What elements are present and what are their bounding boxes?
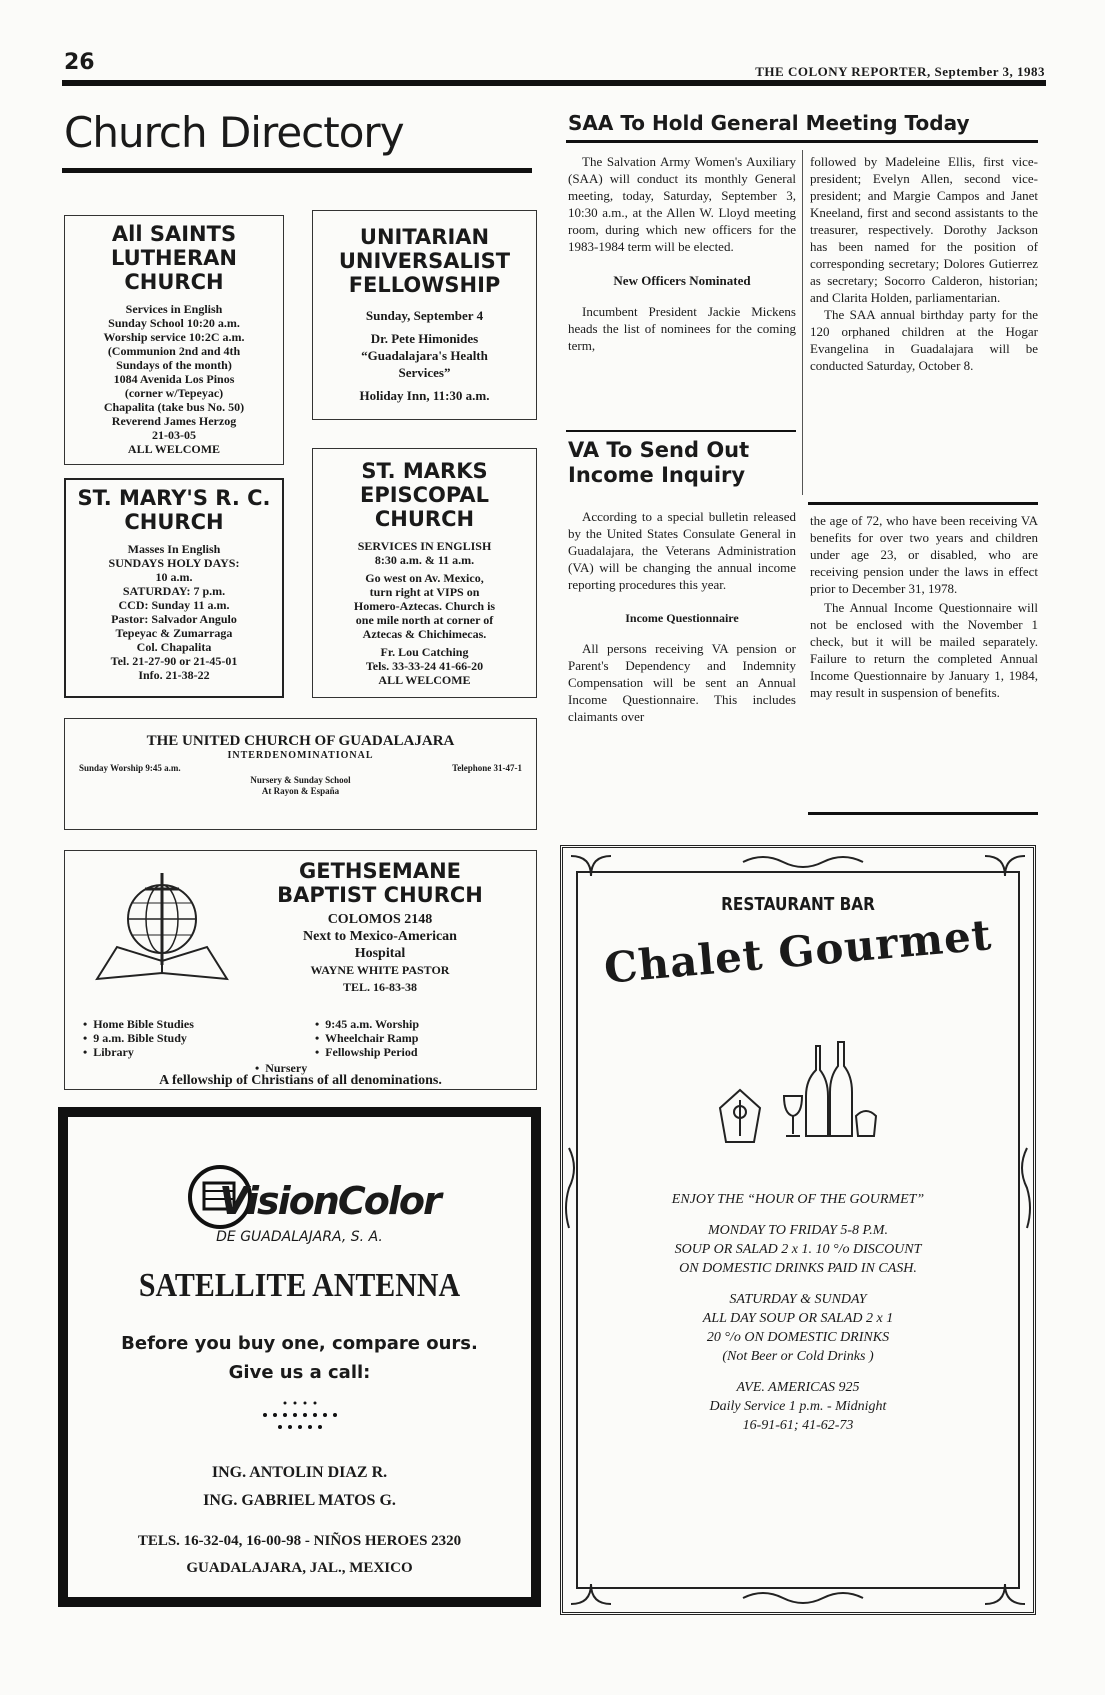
st-marks-line: SERVICES IN ENGLISH [357, 539, 492, 553]
st-marys-title-1: ST. MARY'S R. C. [77, 486, 271, 510]
chalet-line: SOUP OR SALAD 2 x 1. 10 °/o DISCOUNT [674, 1242, 922, 1257]
visioncolor-tag1: Before you buy one, compare ours. [121, 1333, 478, 1354]
all-saints-line: ALL WELCOME [127, 442, 221, 456]
chalet-line: 20 °/o ON DOMESTIC DRINKS [706, 1330, 890, 1345]
st-marys-line: 10 a.m. [155, 570, 193, 584]
saa-rule [566, 140, 1038, 143]
visioncolor-name: ING. ANTOLIN DIAZ R. [211, 1464, 388, 1481]
st-marys-line: Col. Chapalita [136, 640, 212, 654]
all-saints-title-3: CHURCH [124, 270, 224, 294]
st-marks-line: ALL WELCOME [378, 673, 471, 687]
visioncolor-name: ING. GABRIEL MATOS G. [203, 1492, 396, 1509]
all-saints-line: (Communion 2nd and 4th [107, 344, 241, 358]
va-headline [568, 438, 796, 488]
saa-headline: SAA To Hold General Meeting Today [568, 111, 970, 135]
va-col2-para2: The Annual Income Questionnaire will not be enclosed with the November 1 check, but it will be mailed separately. Failure to return the completed Annual Income Questionnaire by January 1, 1984, may result in suspension of benefits. [810, 600, 1038, 700]
va-col2-rule [808, 502, 1038, 505]
all-saints-line: (corner w/Tepeyac) [124, 386, 224, 400]
saa-column-rule [802, 150, 803, 495]
st-marks-title-3: CHURCH [374, 507, 475, 531]
visioncolor-headline: SATELLITE ANTENNA [138, 1267, 461, 1304]
united-sub: INTERDENOMINATIONAL [227, 750, 374, 761]
directory-rule [62, 168, 532, 173]
chalet-gourmet-ad [560, 845, 1036, 1615]
gethsemane-line: Hospital [354, 946, 406, 961]
visioncolor-city: GUADALAJARA, JAL., MEXICO [186, 1560, 413, 1576]
st-marks-line: Homero-Aztecas. Church is [353, 599, 496, 613]
va-col2 [810, 512, 1038, 701]
globe-bible-icon [87, 869, 237, 989]
chalet-line: MONDAY TO FRIDAY 5-8 P.M. [708, 1223, 888, 1238]
unitarian-line: Sunday, September 4 [365, 308, 484, 323]
unitarian-box [312, 210, 537, 420]
unitarian-title-3: FELLOWSHIP [348, 273, 501, 297]
visioncolor-tag2: Give us a call: [228, 1362, 371, 1383]
all-saints-line: Sundays of the month) [116, 358, 232, 372]
chalet-line: ALL DAY SOUP OR SALAD 2 x 1 [702, 1311, 894, 1326]
saa-col2 [810, 153, 1038, 374]
all-saints-box [64, 215, 284, 465]
gethsemane-bullet: • 9 a.m. Bible Study [83, 1031, 187, 1045]
visioncolor-logo: VisionColor [219, 1179, 440, 1223]
gethsemane-bullet: • 9:45 a.m. Worship [315, 1017, 419, 1031]
saa-col2-para: followed by Madeleine Ellis, first vice-president; Evelyn Allen, second vice-president; and Margie Campos and Janet Kneeland, first and second assistants to the treasurer, respectively. Dorothy Jackson has been named for the position of corresponding secretary; Dolores Gutierrez as secretary; Socorro Calderon, historian; and Clarita Holden, parliamentarian. [810, 154, 1038, 305]
directory-title: Church Directory [64, 108, 404, 157]
gethsemane-bullet: • Home Bible Studies [83, 1017, 194, 1031]
chalet-name: Chalet Gourmet [602, 910, 994, 993]
chalet-line: ENJOY THE “HOUR OF THE GOURMET” [671, 1192, 925, 1207]
top-rule [62, 80, 1046, 86]
all-saints-line: Services in English [125, 302, 223, 316]
chalet-line [563, 1366, 1033, 1378]
visioncolor-tels: TELS. 16-32-04, 16-00-98 - NIÑOS HEROES 2320 [137, 1533, 462, 1549]
st-marys-line: CCD: Sunday 11 a.m. [118, 598, 230, 612]
chalet-line: 16-91-61; 41-62-73 [742, 1418, 854, 1433]
chalet-line: SATURDAY & SUNDAY [729, 1292, 867, 1307]
visioncolor-ad [58, 1107, 541, 1607]
va-headline-2: Income Inquiry [568, 463, 746, 487]
unitarian-title-1: UNITARIAN [359, 225, 490, 249]
gethsemane-title-1: GETHSEMANE [298, 859, 462, 883]
united-church-box [64, 718, 537, 830]
st-marys-line: Pastor: Salvador Angulo [111, 612, 237, 626]
all-saints-line: Sunday School 10:20 a.m. [108, 316, 240, 330]
gethsemane-box [64, 850, 537, 1090]
va-col2-para: the age of 72, who have been receiving VA benefits for over two years and children under age 23, or disabled, who are receiving pension under the laws in effect prior to December 31, 1978. [810, 513, 1038, 596]
all-saints-title-2: LUTHERAN [111, 246, 237, 270]
united-line: At Rayon & España [261, 786, 340, 796]
unitarian-line: Dr. Pete Himonides [370, 331, 479, 346]
unitarian-title-2: UNIVERSALIST [338, 249, 511, 273]
gethsemane-line: COLOMOS 2148 [327, 912, 433, 927]
va-col1-para: According to a special bulletin released by the United States Consulate General in Guadalajara, the Veterans Administration (VA) will be changing the annual income reporting procedures this year. [568, 509, 796, 592]
st-marys-line: Tepeyac & Zumarraga [115, 626, 233, 640]
gethsemane-line: Next to Mexico-American [303, 929, 457, 944]
st-marks-title-1: ST. MARKS [361, 459, 488, 483]
page-number: 26 [64, 50, 95, 75]
va-bottom-rule [808, 812, 1038, 815]
visioncolor-logo-wrap [68, 1157, 531, 1223]
st-marks-line: turn right at VIPS on [369, 585, 480, 599]
st-marks-title-2: EPISCOPAL [359, 483, 490, 507]
running-head: THE COLONY REPORTER, September 3, 1983 [755, 64, 1045, 79]
united-title: THE UNITED CHURCH OF GUADALAJARA [146, 733, 455, 749]
gethsemane-title-2: BAPTIST CHURCH [277, 883, 483, 907]
chalet-line [563, 1278, 1033, 1290]
st-marks-line: one mile north at corner of [355, 613, 494, 627]
visioncolor-sub: DE GUADALAJARA, S. A. [216, 1229, 383, 1245]
wine-bottles-icon [776, 1036, 886, 1146]
st-marys-line: Tel. 21-27-90 or 21-45-01 [110, 654, 238, 668]
va-top-rule [566, 430, 796, 432]
st-marks-line: Go west on Av. Mexico, [365, 571, 484, 585]
st-marys-title-2: CHURCH [124, 510, 224, 534]
st-marks-line: 8:30 a.m. & 11 a.m. [374, 553, 475, 567]
st-marks-box [312, 448, 537, 698]
gethsemane-bullet: • Wheelchair Ramp [315, 1031, 419, 1045]
chalet-crest-icon [710, 1086, 770, 1146]
st-marys-line: SUNDAYS HOLY DAYS: [108, 556, 240, 570]
saa-col1-para2: Incumbent President Jackie Mickens heads the list of nominees for the coming term, [568, 304, 796, 353]
st-marks-line: Aztecas & Chichimecas. [362, 627, 487, 641]
gethsemane-bullet: • Fellowship Period [315, 1045, 418, 1059]
chalet-line [563, 1209, 1033, 1221]
saa-col1-para: The Salvation Army Women's Auxiliary (SAA) will conduct its monthly General meeting, today, Saturday, September 3, 10:30 a.m., at the Allen W. Lloyd meeting room, during which new officers for the 1983-1984 term will be elected. [568, 154, 796, 254]
chalet-line: Daily Service 1 p.m. - Midnight [709, 1399, 887, 1414]
chalet-line: (Not Beer or Cold Drinks ) [722, 1349, 874, 1364]
chalet-line: ON DOMESTIC DRINKS PAID IN CASH. [679, 1261, 917, 1276]
satellite-dots-icon [245, 1397, 355, 1437]
va-col1 [568, 508, 796, 725]
all-saints-line: 1084 Avenida Los Pinos [113, 372, 235, 386]
all-saints-line: Reverend James Herzog [111, 414, 237, 428]
unitarian-line: Services” [398, 365, 451, 380]
st-marks-line: Tels. 33-33-24 41-66-20 [365, 659, 484, 673]
gethsemane-line: TEL. 16-83-38 [342, 980, 417, 994]
chalet-top: RESTAURANT BAR [721, 894, 875, 915]
all-saints-line: 21-03-05 [152, 428, 196, 442]
united-line: Nursery & Sunday School [250, 775, 351, 785]
unitarian-line: Holiday Inn, 11:30 a.m. [359, 388, 490, 403]
st-marys-box [64, 478, 284, 698]
saa-col1 [568, 153, 796, 354]
st-marks-line: Fr. Lou Catching [380, 645, 469, 659]
va-col1-para2: All persons receiving VA pension or Parent's Dependency and Indemnity Compensation will be sent an Annual Income Questionnaire. This includes claimants over [568, 641, 796, 724]
all-saints-line: Chapalita (take bus No. 50) [103, 400, 245, 414]
united-phone: Telephone 31-47-1 [452, 763, 522, 773]
saa-subhead: New Officers Nominated [613, 273, 751, 288]
all-saints-title-1: All SAINTS [111, 222, 237, 246]
chalet-line: AVE. AMERICAS 925 [736, 1380, 860, 1395]
gethsemane-line: WAYNE WHITE PASTOR [310, 963, 450, 977]
gethsemane-bullet: • Library [83, 1045, 134, 1059]
gethsemane-center-bullet: • Nursery [255, 1061, 308, 1075]
saa-col2-para2: The SAA annual birthday party for the 120 orphaned children at the Hogar Evangelina in Guadalajara will be conducted Saturday, October 8. [810, 307, 1038, 373]
va-subhead: Income Questionnaire [625, 611, 739, 625]
va-headline-1: VA To Send Out [568, 438, 750, 462]
all-saints-line: Worship service 10:2C a.m. [103, 330, 245, 344]
st-marys-line: Masses In English [127, 542, 221, 556]
st-marys-line: Info. 21-38-22 [138, 668, 210, 682]
st-marys-line: SATURDAY: 7 p.m. [122, 584, 226, 598]
unitarian-line: “Guadalajara's Health [361, 348, 488, 363]
united-worship: Sunday Worship 9:45 a.m. [79, 763, 181, 773]
gethsemane-footer: A fellowship of Christians of all denominations. [159, 1073, 442, 1088]
